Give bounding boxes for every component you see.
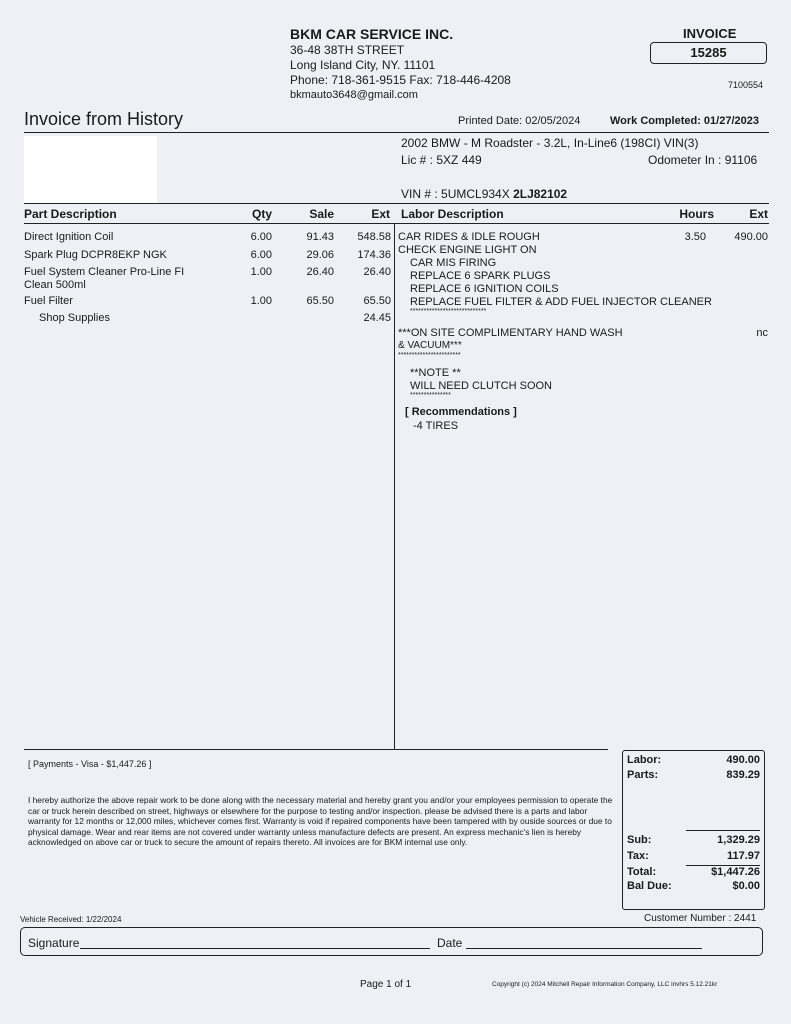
company-address-line2: Long Island City, NY. 11101 [290, 58, 436, 72]
signature-box [20, 927, 763, 956]
part-row-description: Spark Plug DCPR8EKP NGK [24, 249, 167, 261]
customer-number: Customer Number : 2441 [644, 913, 757, 924]
work-completed-date: Work Completed: 01/27/2023 [610, 115, 759, 127]
part-row-ext: 24.45 [363, 312, 391, 324]
tax-label: Tax: [627, 850, 649, 862]
authorization-terms: I hereby authorize the above repair work to be done along with the necessary material and hereby grant you and/or your employees permission to operate the car or truck herein described on street, highways or elsewhere for the purpose to testing and/or inspection. please be advised there is a parts and labor warranty for 12 months or 12,000 miles, whichever comes first. Warranty is void if repaired components have been tampered with by ouside sources or due to physical damage. Wear and rear items are not covered under warranty unless manufacture defects are present. An express mechanic's lien is hereby acknowledged on above car or truck to secure the amount of repairs thereto. All invoices are for BKM internal use only. [28, 795, 613, 847]
part-row-description: Shop Supplies [39, 312, 110, 324]
part-row-qty: 1.00 [250, 295, 272, 307]
part-row-qty: 6.00 [250, 231, 272, 243]
company-address-line1: 36-48 38TH STREET [290, 43, 405, 57]
labor-separator: *************** [410, 392, 451, 399]
labor-line-hours: 3.50 [684, 231, 706, 243]
table-column-divider [394, 223, 395, 749]
company-phone-fax: Phone: 718-361-9515 Fax: 718-446-4208 [290, 73, 511, 87]
labor-line: CAR MIS FIRING [410, 257, 497, 269]
parts-total-value: 839.29 [726, 769, 760, 781]
parts-header-ext: Ext [371, 207, 390, 221]
total-value: $1,447.26 [711, 866, 760, 878]
part-row-qty: 6.00 [250, 249, 272, 261]
parts-total-label: Parts: [627, 769, 659, 781]
part-row-sale: 65.50 [306, 295, 334, 307]
part-row-description-continued: Clean 500ml [24, 279, 86, 291]
payments-summary: [ Payments - Visa - $1,447.26 ] [28, 759, 152, 769]
total-label: Total: [627, 866, 657, 878]
parts-header-qty: Qty [251, 207, 272, 221]
labor-line: & VACUUM*** [398, 340, 462, 351]
balance-due-label: Bal Due: [627, 880, 672, 892]
part-row-sale: 29.06 [306, 249, 334, 261]
labor-note: WILL NEED CLUTCH SOON [410, 380, 553, 392]
table-header-bottom-rule [24, 223, 769, 224]
vehicle-description: 2002 BMW - M Roadster - 3.2L, In-Line6 (198CI) VIN(3) [401, 136, 699, 150]
subtotal-value: 1,329.29 [717, 834, 760, 846]
labor-header-hours: Hours [679, 207, 714, 221]
part-row-qty: 1.00 [250, 266, 272, 278]
part-row-description: Fuel System Cleaner Pro-Line FI [24, 266, 185, 278]
labor-separator: *********************** [398, 352, 461, 359]
signature-line[interactable] [80, 948, 430, 949]
company-email: bkmauto3648@gmail.com [290, 89, 418, 101]
date-label: Date [437, 936, 463, 950]
footer-top-rule [24, 749, 608, 750]
labor-header-description: Labor Description [401, 207, 504, 221]
invoice-label: INVOICE [683, 26, 737, 41]
copyright-notice: Copyright (c) 2024 Mitchell Repair Information Company, LLC invhrs 5.12.21kr [492, 981, 718, 988]
labor-line: CAR RIDES & IDLE ROUGH [398, 231, 540, 243]
labor-line: REPLACE FUEL FILTER & ADD FUEL INJECTOR CLEANER [410, 296, 712, 308]
redacted-customer-info [24, 136, 157, 204]
labor-line-ext: nc [756, 327, 768, 339]
parts-header-description: Part Description [24, 207, 117, 221]
parts-header-sale: Sale [309, 207, 334, 221]
tax-value: 117.97 [726, 850, 760, 862]
labor-line: CHECK ENGINE LIGHT ON [398, 244, 537, 256]
recommendation-item: -4 TIRES [413, 420, 459, 432]
page-title: Invoice from History [24, 109, 184, 129]
part-row-ext: 65.50 [363, 295, 391, 307]
printed-date: Printed Date: 02/05/2024 [458, 115, 581, 127]
signature-label: Signature [28, 936, 80, 950]
invoice-number: 15285 [650, 42, 767, 64]
vehicle-odometer: Odometer In : 91106 [648, 153, 758, 167]
vehicle-vin: VIN # : 5UMCL934X 2LJ82102 [401, 187, 568, 201]
part-row-ext: 26.40 [363, 266, 391, 278]
part-row-description: Direct Ignition Coil [24, 231, 114, 243]
table-header-top-rule [24, 203, 769, 204]
invoice-reference: 7100554 [728, 80, 764, 90]
subtotal-label: Sub: [627, 834, 652, 846]
part-row-sale: 91.43 [306, 231, 334, 243]
balance-due-value: $0.00 [732, 880, 760, 892]
part-row-description: Fuel Filter [24, 295, 73, 307]
vehicle-received: Vehicle Received: 1/22/2024 [20, 915, 122, 924]
recommendations-heading: [ Recommendations ] [405, 406, 517, 418]
vehicle-license: Lic # : 5XZ 449 [401, 153, 482, 167]
page-number: Page 1 of 1 [360, 979, 412, 990]
date-line[interactable] [466, 948, 702, 949]
labor-total-value: 490.00 [726, 754, 760, 766]
part-row-ext: 174.36 [357, 249, 391, 261]
labor-header-ext: Ext [749, 207, 768, 221]
part-row-sale: 26.40 [306, 266, 334, 278]
labor-line: REPLACE 6 IGNITION COILS [410, 283, 559, 295]
labor-line: ***ON SITE COMPLIMENTARY HAND WASH [398, 327, 623, 339]
labor-total-label: Labor: [627, 754, 662, 766]
labor-line-ext: 490.00 [734, 231, 768, 243]
subtotal-rule [686, 830, 760, 831]
labor-separator: **************************** [410, 308, 487, 315]
labor-line: REPLACE 6 SPARK PLUGS [410, 270, 551, 282]
labor-note-label: **NOTE ** [410, 367, 461, 379]
part-row-ext: 548.58 [357, 231, 391, 243]
company-name: BKM CAR SERVICE INC. [290, 26, 454, 42]
title-divider [24, 132, 769, 133]
